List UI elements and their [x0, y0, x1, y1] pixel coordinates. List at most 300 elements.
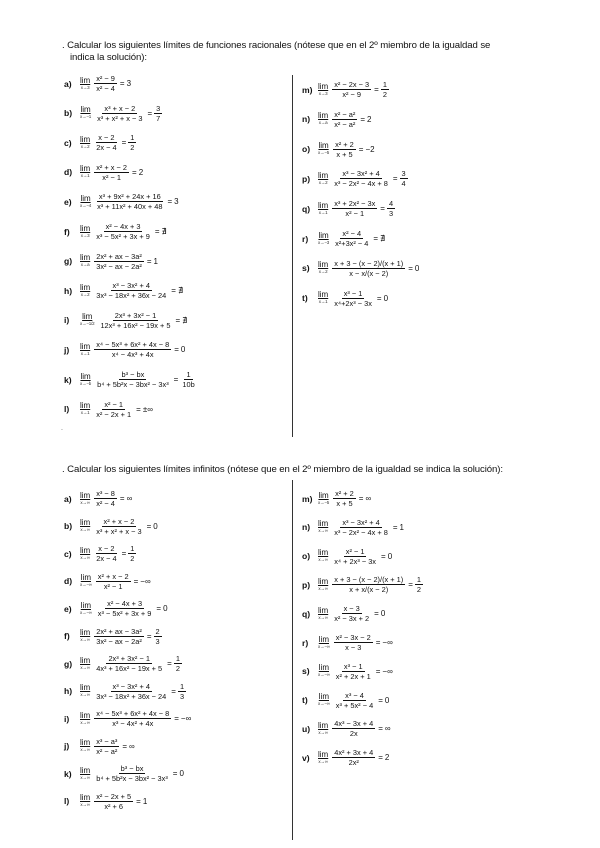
exercise-label: f): [64, 226, 70, 237]
fraction-denominator: 3x² − ax − 2a²: [96, 636, 142, 646]
exercise-label: l): [64, 796, 70, 806]
limit-operator: [80, 684, 90, 698]
limit-symbol: lim: [80, 683, 91, 692]
fraction-denominator: x + 5: [336, 149, 353, 159]
limit-symbol: lim: [80, 545, 91, 555]
limit-operator: [80, 195, 91, 209]
limit-variable: x→∞: [318, 528, 328, 534]
exercise-item: [64, 74, 131, 93]
exercise-label: l): [64, 404, 70, 415]
exercise-item: [64, 104, 162, 123]
expression-fraction: [334, 691, 375, 710]
exercise-item: [302, 110, 372, 129]
result-value: ∞: [384, 724, 391, 734]
limit-operator: [80, 767, 90, 781]
result-value: ∄: [380, 234, 386, 243]
expression-fraction: [332, 719, 375, 738]
equals-sign: =: [171, 286, 176, 296]
limit-variable: x→∞: [80, 719, 90, 725]
result-value: −∞: [140, 576, 151, 586]
exercise-label: s): [302, 263, 310, 274]
fraction-denominator: 4x³ + 16x² − 19x + 5: [96, 664, 163, 673]
limit-symbol: lim: [318, 548, 329, 558]
limit-variable: x→−∞: [318, 643, 330, 649]
limit-symbol: lim: [80, 223, 91, 233]
equals-sign: =: [146, 256, 152, 266]
equals-sign: =: [136, 796, 141, 806]
limit-symbol: lim: [80, 793, 91, 802]
expression-fraction: [333, 229, 370, 248]
fraction-numerator: x − 2: [98, 544, 115, 553]
equals-sign: =: [392, 174, 398, 184]
fraction-denominator: x² − a²: [96, 746, 118, 756]
expression-fraction: [334, 662, 373, 681]
result-value: 0: [380, 609, 386, 619]
limit-variable: x→∞: [80, 527, 90, 532]
result-value: ∞: [126, 494, 133, 503]
equals-sign: =: [173, 375, 179, 384]
fraction-numerator: 2x³ + 3x² − 1: [114, 310, 157, 320]
limit-variable: x→∞: [318, 585, 328, 591]
exercise-label: b): [64, 521, 73, 531]
fraction-numerator: x − 2: [98, 133, 115, 143]
limit-variable: x→2: [80, 291, 90, 297]
exercise-item: [302, 575, 423, 594]
exercise-item: [302, 691, 389, 710]
result-fraction: [174, 654, 182, 673]
limit-symbol: lim: [318, 260, 329, 270]
limit-operator: [318, 751, 328, 765]
limit-variable: x→3: [318, 90, 328, 96]
section-1-title-line-1: . Calcular los siguientes límites de funciones racionales (nótese que en el 2º miembro de la igualdad se: [62, 40, 491, 51]
exercise-label: c): [64, 137, 72, 148]
exercise-item: [64, 544, 136, 563]
equals-sign: =: [360, 114, 366, 124]
limit-operator: [80, 165, 90, 179]
exercise-item: [302, 662, 393, 681]
result-denominator: 3: [388, 209, 394, 219]
expression-fraction: [332, 289, 374, 308]
fraction-denominator: x³ − 2x² − 4x + 8: [334, 527, 388, 537]
limit-symbol: lim: [318, 720, 329, 730]
limit-symbol: lim: [80, 710, 91, 720]
limit-symbol: lim: [80, 628, 91, 637]
limit-symbol: lim: [80, 193, 91, 203]
exercise-item: [64, 222, 167, 241]
exercise-item: [302, 489, 371, 508]
exercise-label: s): [302, 666, 310, 677]
result-value: ∞: [129, 741, 135, 751]
limit-symbol: lim: [80, 134, 91, 144]
result-denominator: 3: [155, 636, 160, 646]
fraction-numerator: x² + 2: [335, 489, 354, 498]
exercise-item: [64, 192, 179, 211]
limit-symbol: lim: [80, 164, 91, 174]
result-numerator: 3: [401, 169, 406, 179]
limit-variable: x→−∞: [80, 609, 92, 615]
limit-operator: [318, 549, 328, 563]
exercise-label: t): [302, 293, 308, 304]
result-fraction: [381, 80, 389, 99]
limit-operator: [318, 261, 328, 275]
expression-fraction: [94, 627, 144, 646]
result-fraction: [154, 627, 162, 646]
expression-fraction: [332, 80, 371, 99]
exercise-label: j): [64, 344, 70, 355]
result-value: −2: [365, 144, 375, 154]
result-value: 2: [367, 114, 372, 124]
limit-variable: x→∞: [318, 729, 328, 735]
fraction-numerator: x³ + x − 2: [104, 103, 136, 113]
exercise-item: [64, 311, 187, 330]
limit-variable: x→1: [80, 173, 90, 179]
limit-variable: x→1: [80, 350, 90, 356]
limit-operator: [318, 693, 330, 707]
exercise-label: i): [64, 315, 70, 326]
expression-fraction: [333, 140, 356, 159]
exercise-label: n): [302, 114, 311, 125]
result-value: [178, 682, 186, 701]
limit-symbol: lim: [80, 105, 91, 115]
fraction-numerator: b³ − bx: [121, 370, 145, 379]
fraction-numerator: 2x² + ax − 3a²: [96, 251, 142, 261]
limit-variable: x→∞: [80, 774, 90, 780]
exercise-label: r): [302, 637, 309, 648]
result-value: ∞: [365, 494, 372, 503]
fraction-denominator: 2x − 4: [96, 554, 117, 563]
limit-operator: [80, 657, 90, 671]
fraction-numerator: x³ − 4: [345, 690, 364, 700]
fraction-numerator: x² − 4x + 3: [105, 222, 141, 231]
fraction-denominator: x³ + x² + x − 3: [96, 526, 142, 536]
exercise-label: f): [64, 631, 70, 641]
limit-symbol: lim: [80, 401, 91, 411]
equals-sign: =: [121, 549, 127, 558]
fraction-denominator: x − 3: [345, 643, 362, 652]
exercise-item: [302, 604, 385, 623]
exercise-label: h): [64, 285, 73, 296]
limit-variable: x→∞: [318, 557, 328, 563]
exercise-item: [302, 748, 389, 767]
limit-variable: x→−5: [318, 499, 330, 505]
limit-variable: x→1: [318, 299, 328, 305]
expression-fraction: [333, 489, 356, 508]
equals-sign: =: [132, 167, 137, 177]
fraction-denominator: x² + 2x + 1: [335, 671, 371, 681]
result-numerator: 1: [130, 133, 135, 143]
limit-operator: [80, 519, 90, 533]
fraction-denominator: 12x³ + 16x² − 19x + 5: [100, 320, 171, 330]
exercise-item: [64, 572, 151, 591]
equals-sign: =: [121, 138, 127, 148]
exercise-item: [64, 764, 184, 783]
result-fraction: [178, 682, 186, 701]
limit-operator: [318, 83, 328, 97]
fraction-denominator: b⁴ + 5b²x − 3bx² − 3x³: [97, 380, 169, 389]
exercise-label: g): [64, 256, 73, 267]
expression-fraction: [94, 517, 143, 536]
limit-variable: x→∞: [318, 614, 328, 620]
limit-variable: x→−4: [80, 202, 92, 208]
result-numerator: 1: [175, 654, 180, 663]
limit-variable: x→1: [80, 410, 90, 416]
limit-operator: [80, 602, 92, 616]
result-denominator: 10b: [182, 380, 195, 389]
limit-variable: x→3: [80, 232, 90, 238]
expression-fraction: [94, 340, 171, 359]
result-value: 3: [174, 197, 179, 207]
result-value: −∞: [180, 714, 192, 723]
result-value: 0: [414, 263, 420, 273]
result-value: 2: [384, 753, 390, 763]
exercise-label: k): [64, 768, 72, 779]
expression-fraction: [332, 748, 375, 767]
section-2-column-divider: [292, 480, 293, 840]
expression-fraction: [94, 792, 133, 811]
result-denominator: 4: [401, 179, 406, 189]
fraction-numerator: x² − a²: [334, 109, 356, 119]
fraction-numerator: x² − 3x − 2: [335, 633, 371, 642]
fraction-numerator: x² − 1: [345, 546, 365, 556]
expression-fraction: [94, 222, 152, 241]
limit-variable: x→∞: [80, 499, 90, 505]
fraction-numerator: x³ + 2x² − 3x: [334, 199, 376, 209]
fraction-denominator: x³ − 2x² − 4x + 8: [334, 179, 388, 189]
exercise-item: [64, 252, 158, 271]
result-value: ±∞: [142, 404, 153, 414]
fraction-denominator: b⁴ + 5b²x − 3bx² − 3x³: [96, 774, 168, 783]
expression-fraction: [98, 311, 172, 330]
fraction-denominator: x³ − 5x² + 3x + 9: [97, 609, 152, 618]
fraction-denominator: x⁴+2x³ − 3x: [334, 298, 372, 308]
expression-fraction: [332, 547, 378, 566]
section-2-title: . Calcular los siguientes límites infinitos (nótese que en el 2º miembro de la igualdad se indica la solución):: [62, 464, 503, 475]
limit-operator: [80, 77, 90, 91]
limit-operator: [318, 202, 328, 216]
expression-fraction: [94, 654, 164, 673]
exercise-label: r): [302, 233, 309, 244]
exercise-item: [302, 229, 385, 248]
exercise-label: d): [64, 576, 73, 586]
limit-symbol: lim: [318, 170, 329, 180]
fraction-numerator: x² + x − 2: [97, 571, 129, 581]
limit-variable: x→∞: [80, 637, 90, 642]
fraction-denominator: x⁴ + 2x³ − 3x: [334, 556, 377, 566]
result-numerator: 2: [155, 626, 160, 636]
expression-fraction: [94, 74, 117, 93]
exercise-item: [64, 133, 136, 152]
limit-operator: [318, 291, 328, 305]
exercise-label: o): [302, 144, 311, 155]
expression-fraction: [94, 281, 168, 300]
fraction-denominator: x − x/(x − 2): [349, 268, 389, 278]
fraction-denominator: x³ + 5x² − 4: [335, 700, 374, 710]
fraction-numerator: x³ − 8: [96, 489, 115, 498]
equals-sign: =: [167, 659, 172, 668]
limit-symbol: lim: [318, 290, 329, 300]
equals-sign: =: [373, 234, 379, 243]
limit-symbol: lim: [318, 230, 329, 240]
exercise-item: [302, 199, 395, 218]
equals-sign: =: [392, 522, 398, 532]
exercise-label: m): [302, 493, 313, 504]
exercise-label: g): [64, 658, 73, 669]
fraction-numerator: x² − 2x + 5: [96, 791, 132, 801]
fraction-denominator: x² − 2x + 1: [96, 409, 132, 419]
limit-symbol: lim: [80, 655, 91, 665]
limit-symbol: lim: [318, 576, 329, 586]
expression-fraction: [332, 199, 377, 218]
limit-symbol: lim: [80, 490, 91, 500]
limit-variable: x→1: [318, 209, 328, 215]
exercise-label: k): [64, 374, 72, 385]
fraction-denominator: x² − 1: [102, 172, 121, 182]
limit-variable: x→−∞: [318, 701, 330, 707]
result-denominator: 2: [130, 554, 135, 563]
result-value: 0: [163, 604, 168, 613]
limit-operator: [80, 313, 94, 327]
limit-symbol: lim: [80, 282, 91, 292]
exercise-item: [302, 80, 389, 99]
expression-fraction: [94, 400, 133, 419]
limit-symbol: lim: [318, 749, 329, 759]
expression-fraction: [94, 737, 119, 756]
result-numerator: 1: [130, 544, 135, 553]
equals-sign: =: [378, 695, 383, 705]
limit-operator: [318, 492, 329, 506]
fraction-denominator: x² − 4: [96, 84, 115, 93]
exercise-item: [64, 517, 158, 536]
limit-variable: x→∞: [80, 554, 90, 560]
result-fraction: [154, 104, 162, 123]
result-value: [154, 627, 162, 646]
fraction-numerator: x⁴ − 5x³ + 6x² + 4x − 8: [96, 709, 170, 718]
equals-sign: =: [174, 714, 179, 723]
limit-operator: [318, 607, 328, 621]
fraction-numerator: x² − 4x + 3: [107, 599, 143, 608]
limit-variable: x→∞: [80, 692, 90, 697]
exercise-label: p): [302, 579, 311, 590]
limit-variable: x→−5: [318, 150, 330, 156]
expression-fraction: [95, 192, 164, 211]
limit-symbol: lim: [318, 200, 329, 210]
limit-operator: [80, 794, 90, 808]
limit-operator: [80, 739, 90, 753]
equals-sign: =: [408, 263, 413, 273]
limit-variable: x→∞: [80, 802, 90, 807]
result-value: 1: [142, 796, 148, 806]
result-value: [415, 575, 423, 594]
expression-fraction: [96, 599, 154, 618]
limit-variable: x→−1: [80, 114, 92, 120]
exercise-item: [302, 259, 419, 278]
limit-symbol: lim: [80, 341, 91, 351]
exercise-item: [64, 340, 185, 359]
limit-variable: x→2: [318, 179, 328, 185]
fraction-numerator: 4x² + 3x + 4: [334, 748, 374, 758]
result-numerator: 1: [382, 80, 387, 89]
limit-symbol: lim: [80, 518, 91, 527]
limit-symbol: lim: [80, 371, 91, 381]
limit-symbol: lim: [318, 605, 329, 615]
exercise-item: [302, 547, 392, 566]
expression-fraction: [94, 133, 118, 152]
equals-sign: =: [146, 631, 152, 641]
expression-fraction: [332, 575, 405, 594]
exercise-item: [64, 163, 143, 182]
equals-sign: =: [408, 580, 413, 590]
result-denominator: 2: [175, 664, 180, 673]
limit-operator: [80, 629, 90, 643]
fraction-numerator: x³ − 3x² + 4: [112, 681, 150, 691]
exercise-item: [302, 518, 404, 537]
limit-symbol: lim: [80, 765, 91, 775]
exercise-item: [64, 599, 168, 618]
fraction-numerator: x² − 9: [96, 74, 115, 83]
exercise-item: [64, 489, 132, 508]
fraction-numerator: x³ − 3x² + 4: [342, 169, 380, 179]
equals-sign: =: [375, 638, 381, 647]
equals-sign: =: [378, 753, 383, 763]
limit-symbol: lim: [80, 573, 91, 582]
limit-operator: [80, 343, 90, 357]
result-value: 1: [399, 522, 404, 532]
result-fraction: [387, 199, 395, 218]
exercise-item: [64, 400, 153, 419]
limit-variable: x→a: [80, 262, 90, 268]
expression-fraction: [95, 370, 171, 389]
fraction-numerator: x³ − a³: [96, 736, 118, 746]
limit-variable: x→∞: [318, 758, 328, 764]
result-numerator: 1: [186, 370, 191, 379]
expression-fraction: [94, 709, 171, 728]
equals-sign: =: [374, 609, 379, 619]
result-fraction: [180, 370, 196, 389]
limit-operator: [318, 722, 328, 736]
limit-variable: x→−b: [80, 380, 92, 386]
limit-symbol: lim: [318, 663, 329, 673]
fraction-denominator: x² − 4: [96, 499, 115, 508]
expression-fraction: [332, 518, 390, 537]
exercise-label: p): [302, 173, 311, 184]
result-value: [174, 654, 182, 673]
equals-sign: =: [156, 604, 162, 613]
limit-symbol: lim: [318, 111, 329, 121]
fraction-numerator: b³ − bx: [120, 764, 144, 773]
fraction-numerator: x³ − 3x² + 4: [112, 281, 150, 291]
result-value: ∄: [161, 227, 167, 236]
exercise-label: c): [64, 548, 72, 559]
result-fraction: [128, 544, 136, 563]
limit-operator: [318, 142, 329, 156]
fraction-denominator: x² − 9: [342, 90, 362, 99]
fraction-denominator: x² − a²: [334, 119, 356, 129]
exercise-item: [302, 140, 375, 159]
limit-operator: [80, 574, 92, 588]
fraction-denominator: 3x³ − 18x² + 36x − 24: [96, 291, 167, 301]
fraction-denominator: x³ + 11x² + 40x + 48: [97, 202, 163, 212]
fraction-denominator: x² + 6: [104, 801, 124, 811]
fraction-numerator: 4x³ − 3x + 4: [334, 719, 374, 729]
result-value: 0: [387, 551, 393, 561]
result-value: 0: [180, 345, 186, 355]
limit-operator: [80, 225, 90, 239]
limit-symbol: lim: [318, 141, 329, 151]
equals-sign: =: [174, 345, 179, 355]
exercise-label: a): [64, 78, 72, 89]
fraction-denominator: 2x²: [348, 758, 359, 768]
limit-variable: x→∞: [80, 664, 90, 670]
